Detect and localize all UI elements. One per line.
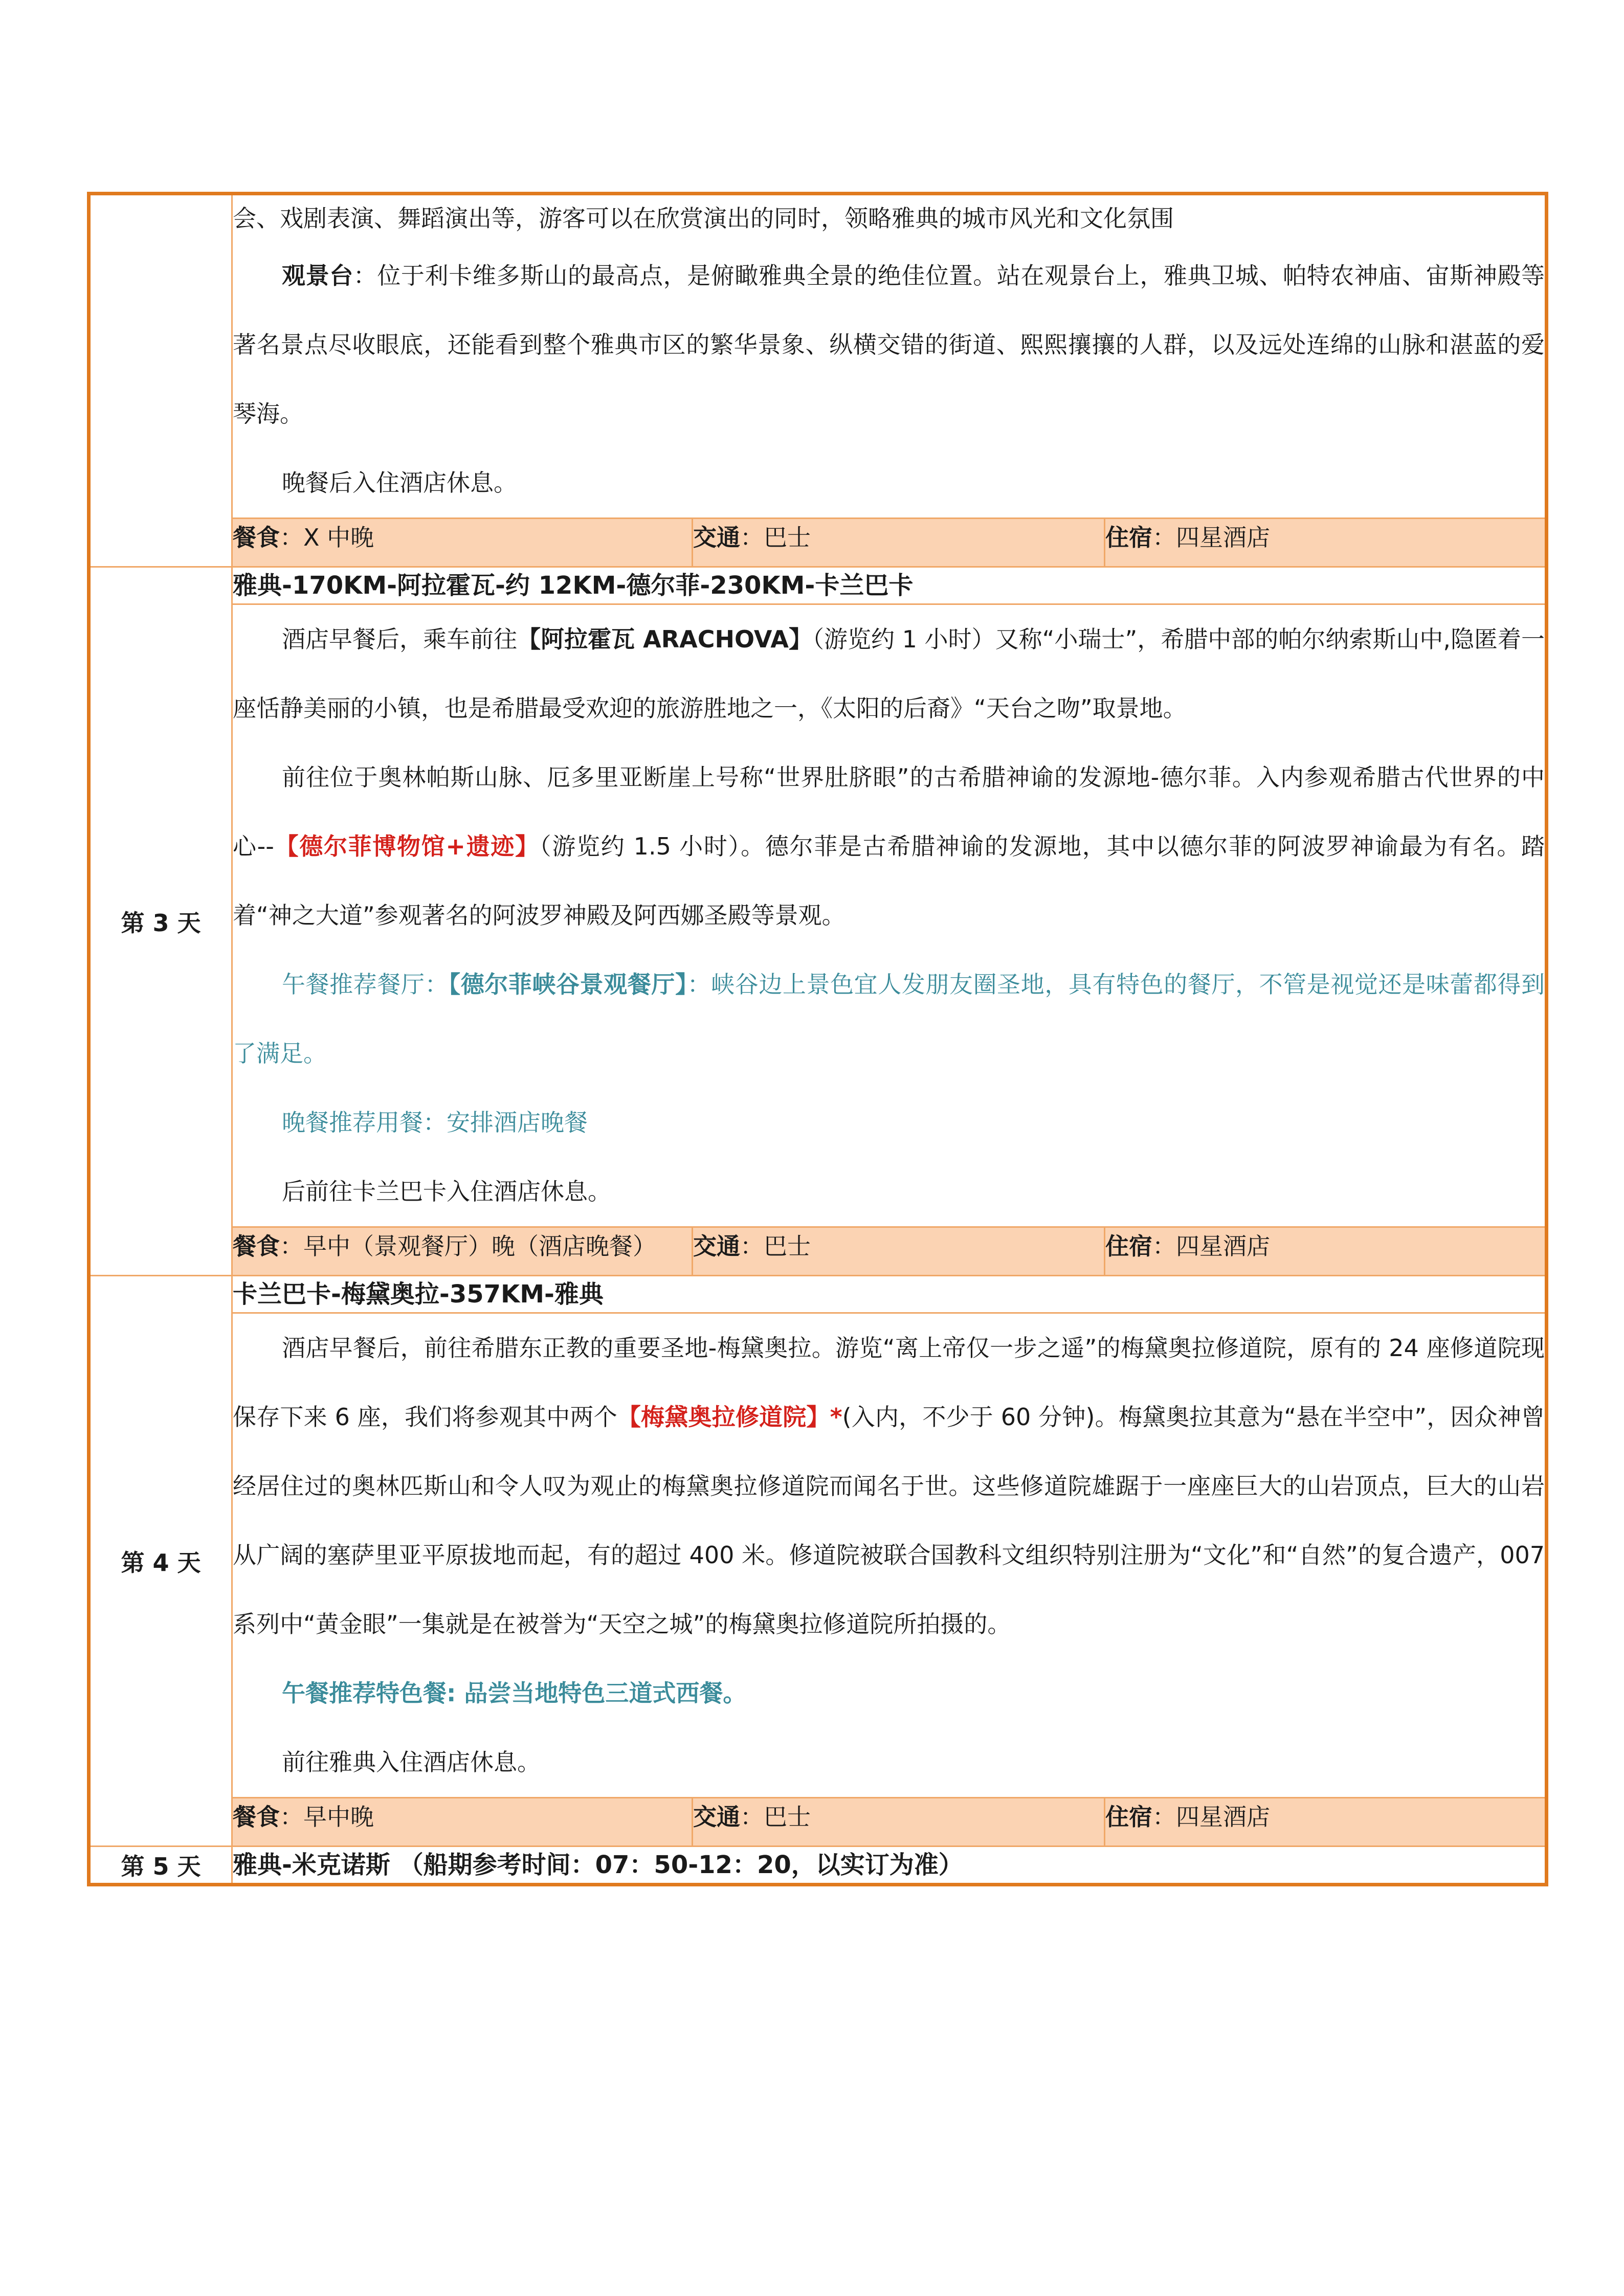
meal-value: ：早中晚 [280, 1803, 374, 1831]
prev-day-content [232, 194, 1547, 519]
day3-evening: 后前往卡兰巴卡入住酒店休息。 [282, 1178, 611, 1205]
day3-content [232, 604, 1547, 1227]
viewpoint-text: ：位于利卡维多斯山的最高点，是俯瞰雅典全景的绝佳位置。站在观景台上，雅典卫城、帕特农神庙、宙斯神殿等著名景点尽收眼底，还能看到整个雅典市区的繁华景象、纵横交错的街道、熙熙攘攘的人群，以及远处连绵的山脉和湛蓝的爱琴海。 [233, 262, 1545, 427]
day3-paragraph-2 [233, 743, 1545, 950]
meal-label: 餐食 [233, 524, 280, 551]
text-segment: 酒店早餐后，乘车前往 [282, 625, 518, 653]
meal-info [232, 1798, 693, 1847]
hotel-value: ：四星酒店 [1152, 524, 1270, 551]
day5-route-row [89, 1847, 1547, 1885]
day3-paragraph-1 [233, 605, 1545, 743]
day4-route-row [89, 1276, 1547, 1313]
text-segment: ：峡谷边上景色宜人发朋友圈圣地，具有特色的餐厅，不管是视觉还是味蕾都得到了满足。 [233, 971, 1545, 1067]
evening-note: 晚餐后入住酒店休息。 [282, 469, 517, 497]
hotel-label: 住宿 [1105, 524, 1152, 551]
day3-label: 第 3 天 [89, 567, 232, 1276]
itinerary-table [87, 192, 1548, 1886]
day3-dinner: 晚餐推荐用餐：安排酒店晚餐 [282, 1109, 588, 1136]
text-segment: 前往位于奥林帕斯山脉、厄多里亚断崖上号称“世界肚脐眼”的古希腊神谕的发源地-德尔菲。入内参观希腊古代世界的中心-- [233, 763, 1545, 860]
day5-route: 雅典-米克诺斯 （船期参考时间：07：50-12：20，以实订为准） [232, 1847, 1547, 1885]
prev-day-cell [89, 194, 232, 567]
transport-value: ：巴士 [740, 524, 811, 551]
hotel-info [1105, 519, 1547, 567]
transport-info [693, 1798, 1105, 1847]
arachova-highlight: 【阿拉霍瓦 ARACHOVA】 [517, 625, 812, 653]
day3-content-row [89, 604, 1547, 1227]
continued-paragraph: 会、戏剧表演、舞蹈演出等，游客可以在欣赏演出的同时，领略雅典的城市风光和文化氛围 [233, 205, 1174, 232]
meal-info [232, 1227, 693, 1276]
meal-label: 餐食 [233, 1232, 280, 1260]
text-segment: 午餐推荐餐厅： [282, 971, 449, 998]
transport-info [693, 519, 1105, 567]
text-segment: (入内，不少于 60 分钟)。梅黛奥拉其意为“悬在半空中”，因众神曾经居住过的奥林匹斯山和令人叹为观止的梅黛奥拉修道院而闻名于世。这些修道院雄踞于一座座巨大的山岩顶点，巨大的山岩从广阔的塞萨里亚平原拔地而起，有的超过 400 米。修道院被联合国教科文组织特别注册为“文化”和“自然”的复合遗产，007 系列中“黄金眼”一集就是在被誉为“天空之城”的梅黛奥拉修道院所拍摄的。 [233, 1403, 1545, 1638]
prev-day-info-row [89, 519, 1547, 567]
day4-content-row [89, 1313, 1547, 1798]
day4-paragraph-1 [233, 1314, 1545, 1659]
day4-content [232, 1313, 1547, 1798]
transport-label: 交通 [693, 524, 740, 551]
viewpoint-paragraph [233, 241, 1545, 448]
text-segment: 酒店早餐后，前往希腊东正教的重要圣地-梅黛奥拉。游览“离上帝仅一步之遥”的梅黛奥拉修道院，原有的 24 座修道院现保存下来 6 座，我们将参观其中两个 [233, 1334, 1545, 1431]
meteora-highlight: 【梅黛奥拉修道院】* [617, 1403, 842, 1431]
meal-value: ：早中（景观餐厅）晚（酒店晚餐） [280, 1232, 656, 1260]
hotel-label: 住宿 [1105, 1232, 1152, 1260]
day4-route: 卡兰巴卡-梅黛奥拉-357KM-雅典 [232, 1276, 1547, 1313]
viewpoint-label: 观景台 [282, 262, 353, 289]
day4-info-row [89, 1798, 1547, 1847]
delphi-highlight: 【德尔菲博物馆+遗迹】 [274, 832, 540, 860]
hotel-info [1105, 1227, 1547, 1276]
day5-label: 第 5 天 [89, 1847, 232, 1885]
hotel-value: ：四星酒店 [1152, 1232, 1270, 1260]
day3-lunch [233, 950, 1545, 1088]
hotel-info [1105, 1798, 1547, 1847]
restaurant-highlight: 【德尔菲峡谷景观餐厅】 [449, 971, 687, 998]
transport-label: 交通 [693, 1803, 740, 1831]
day4-lunch: 午餐推荐特色餐: 品尝当地特色三道式西餐。 [282, 1679, 747, 1707]
day4-evening: 前往雅典入住酒店休息。 [282, 1748, 541, 1776]
day3-route-row [89, 567, 1547, 604]
meal-info [232, 519, 693, 567]
meal-value: ：X 中晚 [280, 524, 374, 551]
hotel-label: 住宿 [1105, 1803, 1152, 1831]
prev-day-content-row [89, 194, 1547, 519]
transport-value: ：巴士 [740, 1803, 811, 1831]
day3-route: 雅典-170KM-阿拉霍瓦-约 12KM-德尔菲-230KM-卡兰巴卡 [232, 567, 1547, 604]
day3-info-row [89, 1227, 1547, 1276]
text-segment: （游览约 1.5 小时）。德尔菲是古希腊神谕的发源地，其中以德尔菲的阿波罗神谕最为有名。踏着“神之大道”参观著名的阿波罗神殿及阿西娜圣殿等景观。 [233, 832, 1545, 929]
transport-info [693, 1227, 1105, 1276]
hotel-value: ：四星酒店 [1152, 1803, 1270, 1831]
meal-label: 餐食 [233, 1803, 280, 1831]
transport-value: ：巴士 [740, 1232, 811, 1260]
text-segment: （游览约 1 小时）又称“小瑞士”，希腊中部的帕尔纳索斯山中,隐匿着一座恬静美丽的小镇，也是希腊最受欢迎的旅游胜地之一，《太阳的后裔》“天台之吻”取景地。 [233, 625, 1545, 722]
transport-label: 交通 [693, 1232, 740, 1260]
day4-label: 第 4 天 [89, 1276, 232, 1847]
